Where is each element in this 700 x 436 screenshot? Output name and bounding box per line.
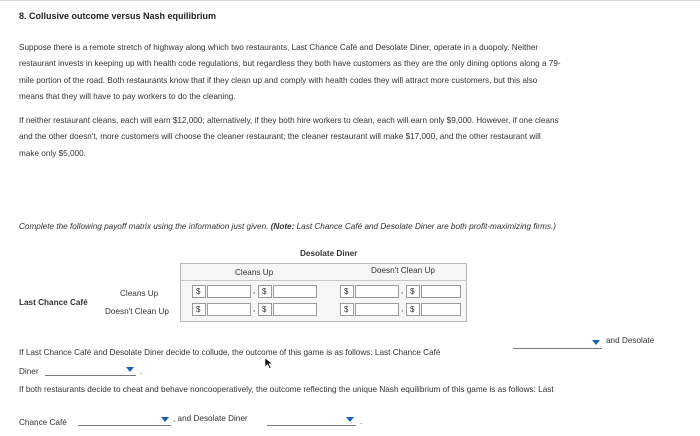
collusion-period: . (140, 367, 143, 376)
payoff-lcc-noclean-dd-noclean-dd[interactable]: $ (406, 303, 420, 316)
payoff-line: and the other doesn't, more customers will choose the cleaner restaurant; the cleaner restaurant will make $17,000, and the other restaurant will (19, 132, 541, 142)
payoff-lcc-noclean-dd-clean-dd[interactable]: $ (258, 303, 272, 316)
payoff-lcc-noclean-dd-clean-lcc[interactable]: $ (192, 303, 206, 316)
dropdown-caret-icon (126, 367, 134, 372)
payoff-lcc-noclean-dd-clean-lcc-value[interactable] (207, 303, 251, 316)
dropdown-caret-icon (592, 340, 600, 345)
collusion-dd-dropdown[interactable] (45, 366, 136, 376)
matrix-header-divider (180, 280, 467, 281)
payoff-separator: , (253, 286, 256, 295)
scenario-line: mile portion of the road. Both restaurants know that if they clean up and comply with health codes they will attract more customers, but this also (19, 75, 538, 85)
payoff-lcc-clean-dd-noclean-dd[interactable]: $ (406, 285, 420, 298)
column-player-label: Desolate Diner (300, 249, 358, 258)
nash-question-text: If both restaurants decide to cheat and behave noncooperatively, the outcome reflecting the unique Nash equilibrium of this game is as follows: Last (19, 385, 554, 394)
row-player-label: Last Chance Café (19, 298, 88, 307)
payoff-description-paragraph (19, 113, 659, 162)
row-header-cleans-up: Cleans Up (120, 289, 159, 298)
scenario-line: means that they will have to pay workers to do the cleaning. (19, 91, 236, 101)
top-divider (0, 0, 700, 1)
collusion-lcc-dropdown[interactable] (513, 339, 602, 349)
payoff-lcc-noclean-dd-noclean-lcc[interactable]: $ (340, 303, 354, 316)
dropdown-caret-icon (161, 417, 169, 422)
payoff-lcc-clean-dd-clean-lcc[interactable]: $ (192, 285, 206, 298)
payoff-lcc-clean-dd-noclean-lcc-value[interactable] (355, 285, 399, 298)
payoff-lcc-noclean-dd-noclean-dd-value[interactable] (421, 303, 461, 316)
payoff-lcc-clean-dd-clean-dd-value[interactable] (273, 285, 317, 298)
col-header-cleans-up: Cleans Up (235, 268, 274, 277)
payoff-separator: , (401, 286, 404, 295)
nash-lcc-dropdown[interactable] (78, 416, 171, 426)
nash-and-desolate-diner-text: , and Desolate Diner (173, 414, 248, 423)
scenario-line: Suppose there is a remote stretch of highway along which two restaurants, Last Chance Café and Desolate Diner, operate in a duopoly. Neither (19, 43, 539, 52)
payoff-lcc-clean-dd-clean-lcc-value[interactable] (207, 285, 251, 298)
payoff-lcc-noclean-dd-clean-dd-value[interactable] (273, 303, 317, 316)
payoff-separator: , (253, 304, 256, 313)
payoff-line: If neither restaurant cleans, each will earn $12,000; alternatively, if they both hire workers to clean, each will earn only $9,000. However, if one cleans (19, 116, 559, 125)
dropdown-caret-icon (346, 417, 354, 422)
col-header-doesnt-clean-up: Doesn't Clean Up (371, 266, 435, 275)
mouse-pointer-icon (264, 357, 274, 369)
payoff-lcc-clean-dd-clean-dd[interactable]: $ (258, 285, 272, 298)
payoff-lcc-clean-dd-noclean-dd-value[interactable] (421, 285, 461, 298)
payoff-line: make only $5,000. (19, 148, 86, 158)
row-header-doesnt-clean-up: Doesn't Clean Up (105, 307, 169, 316)
collusion-question-text: If Last Chance Café and Desolate Diner decide to collude, the outcome of this game is as follows: Last Chance Café (19, 348, 441, 357)
nash-chance-cafe-label: Chance Café (19, 418, 67, 427)
scenario-paragraph (19, 40, 659, 105)
scenario-line: restaurant invests in keeping up with health code regulations, but regardless they both have customers as they are the only dining options along a 79- (19, 59, 561, 69)
question-title: 8. Collusive outcome versus Nash equilibrium (19, 11, 217, 21)
matrix-instruction (19, 222, 556, 231)
instruction-note-text: Last Chance Café and Desolate Diner are both profit-maximizing firms.) (296, 222, 557, 231)
payoff-lcc-clean-dd-noclean-lcc[interactable]: $ (340, 285, 354, 298)
nash-dd-dropdown[interactable] (267, 416, 356, 426)
nash-period: . (360, 417, 363, 426)
payoff-lcc-noclean-dd-noclean-lcc-value[interactable] (355, 303, 399, 316)
instruction-main: Complete the following payoff matrix using the information just given. (19, 222, 269, 231)
instruction-note-label: (Note: (270, 222, 295, 231)
collusion-and-desolate-text: and Desolate (606, 336, 655, 345)
payoff-separator: , (401, 304, 404, 313)
collusion-diner-label: Diner (19, 367, 39, 376)
